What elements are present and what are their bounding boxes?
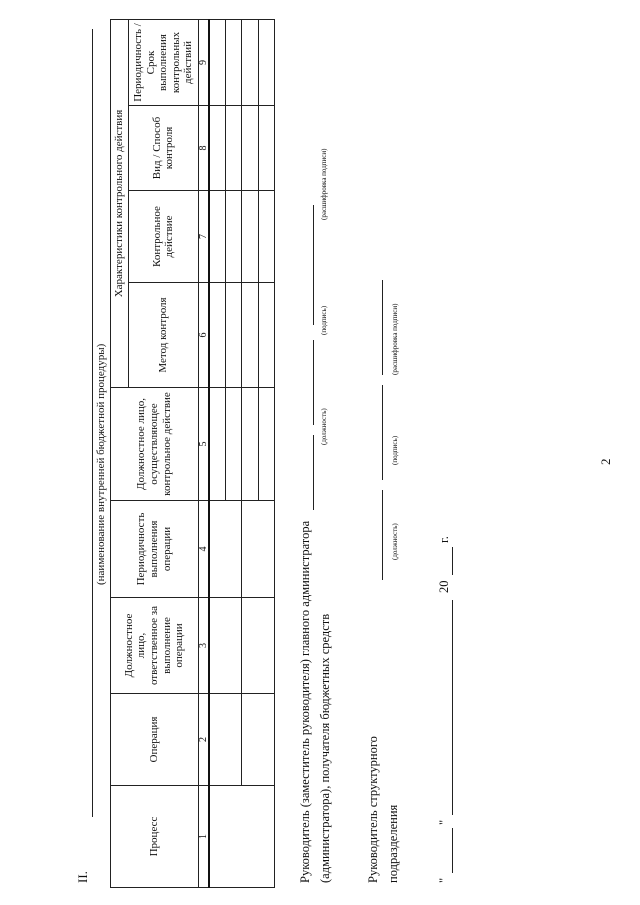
head-position-line bbox=[313, 435, 314, 510]
table-cell bbox=[258, 19, 274, 105]
col-header-controller: Должностное лицо, осуществляющее контрольное действие bbox=[111, 388, 199, 501]
table-cell bbox=[209, 106, 226, 191]
head-decoding-caption: (расшифровка подписи) bbox=[320, 148, 328, 220]
table-cell bbox=[209, 191, 226, 283]
date-month-line bbox=[452, 600, 453, 815]
control-table bbox=[110, 19, 275, 888]
head-position-caption: (должность) bbox=[320, 408, 328, 445]
table-cell bbox=[242, 283, 258, 388]
table-cell bbox=[242, 501, 275, 598]
unit-signature-line1: Руководитель структурного bbox=[366, 736, 380, 883]
group-header: Характеристики контрольного действия bbox=[111, 19, 129, 387]
date-quote-open: " bbox=[437, 877, 451, 883]
col-number-4: 4 bbox=[198, 501, 209, 598]
table-cell bbox=[209, 598, 242, 694]
col-header-deadline: Периодичность / Срок выполнения контрольных действий bbox=[129, 19, 198, 105]
table-cell bbox=[226, 388, 242, 501]
section-number: II. bbox=[75, 871, 90, 883]
date-year-prefix: 20 bbox=[437, 580, 451, 593]
col-number-7: 7 bbox=[198, 191, 209, 283]
col-number-8: 8 bbox=[198, 106, 209, 191]
head-signature-line2: (администратора), получателя бюджетных средств bbox=[318, 613, 332, 883]
table-cell bbox=[242, 19, 258, 105]
table-cell bbox=[258, 388, 274, 501]
table-cell bbox=[209, 19, 226, 105]
col-header-process: Процесс bbox=[111, 786, 199, 888]
date-year-line bbox=[452, 547, 453, 575]
col-header-control-type: Вид / Способ контроля bbox=[129, 106, 198, 191]
unit-signature-caption: (подпись) bbox=[391, 435, 399, 465]
col-number-2: 2 bbox=[198, 694, 209, 786]
unit-decoding-caption: (расшифровка подписи) bbox=[391, 303, 399, 375]
unit-signature-line bbox=[382, 385, 383, 480]
unit-position-caption: (должность) bbox=[391, 523, 399, 560]
table-cell bbox=[242, 388, 258, 501]
col-header-operation: Операция bbox=[111, 694, 199, 786]
table-cell bbox=[258, 283, 274, 388]
table-cell bbox=[258, 106, 274, 191]
procedure-name-line bbox=[92, 29, 93, 817]
table-cell bbox=[209, 283, 226, 388]
col-number-9: 9 bbox=[198, 19, 209, 105]
table-cell bbox=[209, 388, 226, 501]
table-cell bbox=[209, 786, 275, 888]
unit-decoding-line bbox=[382, 280, 383, 375]
table-row bbox=[209, 19, 226, 887]
table-cell bbox=[242, 191, 258, 283]
col-header-periodicity: Периодичность выполнения операции bbox=[111, 501, 199, 598]
col-header-control-action: Контрольное действие bbox=[129, 191, 198, 283]
head-signature-line bbox=[313, 340, 314, 425]
table-cell bbox=[226, 283, 242, 388]
date-quote-close: " bbox=[437, 819, 451, 825]
table-cell bbox=[242, 106, 258, 191]
col-number-6: 6 bbox=[198, 283, 209, 388]
table-cell bbox=[209, 501, 242, 598]
unit-position-line bbox=[382, 490, 383, 580]
col-number-3: 3 bbox=[198, 598, 209, 694]
head-decoding-line bbox=[313, 205, 314, 325]
table-cell bbox=[258, 191, 274, 283]
table-cell bbox=[226, 19, 242, 105]
table-cell bbox=[242, 598, 275, 694]
table-row bbox=[242, 19, 258, 887]
table-cell bbox=[242, 694, 275, 786]
col-number-1: 1 bbox=[198, 786, 209, 888]
col-header-method: Метод контроля bbox=[129, 283, 198, 388]
unit-signature-line2: подразделения bbox=[386, 804, 400, 883]
col-number-5: 5 bbox=[198, 388, 209, 501]
head-signature-line1: Руководитель (заместитель руководителя) главного администратора bbox=[298, 520, 312, 883]
table-cell bbox=[226, 106, 242, 191]
date-year-suffix: г. bbox=[437, 536, 451, 543]
head-signature-caption: (подпись) bbox=[320, 305, 328, 335]
table-cell bbox=[209, 694, 242, 786]
page-number: 2 bbox=[598, 458, 613, 465]
date-day-line bbox=[452, 828, 453, 873]
col-header-responsible: Должностное лицо, ответственное за выполнение операции bbox=[111, 598, 199, 694]
table-cell bbox=[226, 191, 242, 283]
procedure-caption: (наименование внутренней бюджетной процедуры) bbox=[95, 343, 107, 585]
